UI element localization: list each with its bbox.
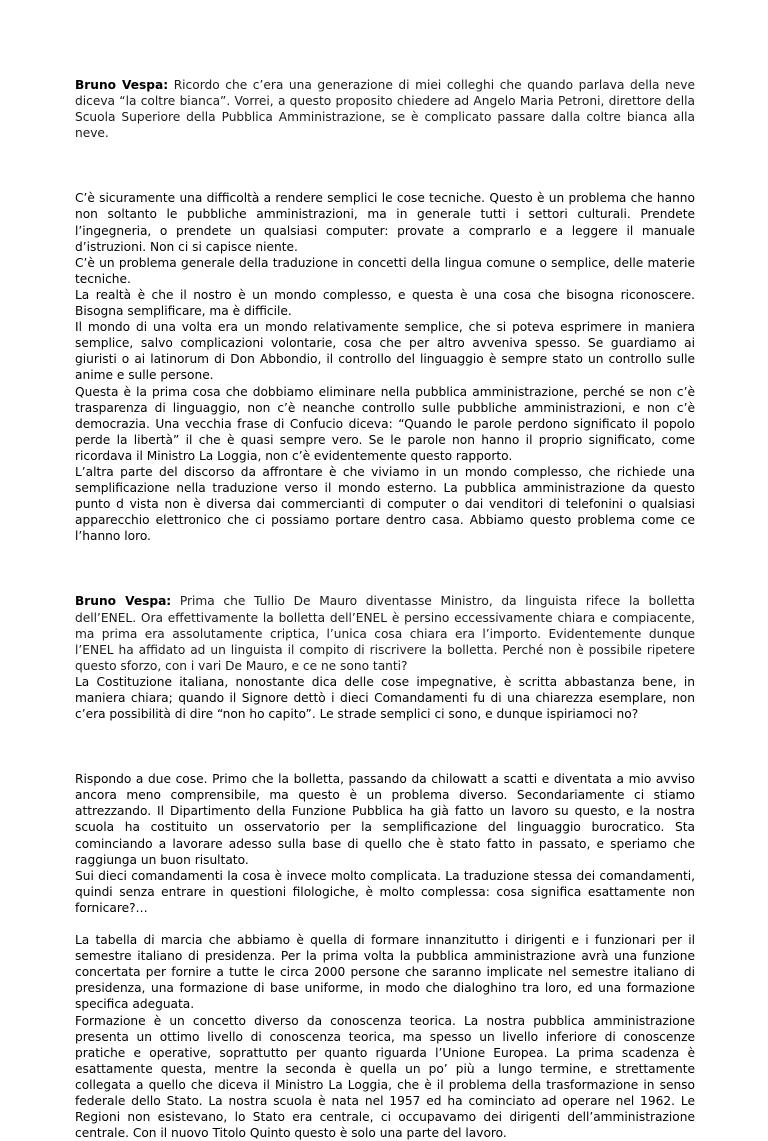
- paragraph-text: Ricordo che c’era una generazione di miei colleghi che quando parlava della neve diceva “la coltre bianca”. Vorrei, a questo proposito chiedere ad Angelo Maria Petroni, direttore della Scuola Superiore della Pubblica Amministrazione, se è complicato passare dalla coltre bianca alla neve.: [75, 78, 695, 140]
- answer-block: [75, 932, 695, 1141]
- paragraph: Rispondo a due cose. Primo che la bolletta, passando da chilowatt a scatti e diventata a mio avviso ancora meno comprensibile, ma questo è un problema diverso. Secondariamente ci stiamo attrezzando. Il Dipartimento della Funzione Pubblica ha già fatto un lavoro su questo, e la nostra scuola ha costituito un osservatorio per la semplificazione del linguaggio burocratico. Sta cominciando a lavorare adesso sulla base di quello che è stato fatto in passato, e speriamo che raggiunga un buon risultato.: [75, 771, 695, 868]
- paragraph-text: Prima che Tullio De Mauro diventasse Ministro, da linguista rifece la bolletta dell’ENEL. Ora effettivamente la bolletta dell’ENEL è persino eccessivamente chiara e compiacente, ma prima era assolutamente criptica, l’unica cosa chiara era l’importo. Evidentemente dunque l’ENEL ha affidato ad un linguista il compito di riscrivere la bolletta. Perché non è possibile ripetere questo sforzo, con i vari De Mauro, e ce ne sono tanti?: [75, 594, 695, 672]
- paragraph: La realtà è che il nostro è un mondo complesso, e questa è una cosa che bisogna riconoscere. Bisogna semplificare, ma è difficile.: [75, 287, 695, 319]
- document-page: [75, 77, 695, 1141]
- speaker-name: Bruno Vespa:: [75, 78, 168, 92]
- answer-block: [75, 190, 695, 544]
- paragraph: Questa è la prima cosa che dobbiamo eliminare nella pubblica amministrazione, perché se non c’è trasparenza di linguaggio, non c’è neanche controllo sulle pubbliche amministrazioni, e non c’è democrazia. Una vecchia frase di Confucio diceva: “Quando le parole perdono significato il popolo perde la libertà” il che è quasi sempre vero. Se le parole non hanno il proprio significato, come ricordava il Ministro La Loggia, non c’è evidentemente questo rapporto.: [75, 384, 695, 464]
- question-block: [75, 77, 695, 141]
- paragraph: L’altra parte del discorso da affrontare è che viviamo in un mondo complesso, che richiede una semplificazione nella traduzione verso il mondo esterno. La pubblica amministrazione da questo punto d vista non è diversa dai commercianti di computer o dai venditori di telefonini o qualsiasi apparecchio elettronico che ci possiamo portare dentro casa. Abbiamo questo problema come ce l’hanno loro.: [75, 464, 695, 544]
- paragraph: La tabella di marcia che abbiamo è quella di formare innanzitutto i dirigenti e i funzionari per il semestre italiano di presidenza. Per la prima volta la pubblica amministrazione avrà una funzione concertata per fornire a tutte le circa 2000 persone che saranno implicate nel semestre italiano di presidenza, una formazione di base uniforme, in modo che dialoghino tra loro, ed una formazione specifica adeguata.: [75, 932, 695, 1012]
- paragraph: La Costituzione italiana, nonostante dica delle cose impegnative, è scritta abbastanza bene, in maniera chiara; quando il Signore dettò i dieci Comandamenti fu di una chiarezza esemplare, non c’era possibilità di dire “non ho capito”. Le strade semplici ci sono, e dunque ispiriamoci no?: [75, 674, 695, 722]
- paragraph: Il mondo di una volta era un mondo relativamente semplice, che si poteva esprimere in maniera semplice, salvo complicazioni volontarie, cosa che per altro avveniva spesso. Se guardiamo ai giuristi o ai latinorum di Don Abbondio, il controllo del linguaggio è sempre stato un controllo sulle anime e sulle persone.: [75, 319, 695, 383]
- paragraph: [75, 77, 695, 141]
- question-block: [75, 593, 695, 722]
- speaker-name: Bruno Vespa:: [75, 594, 171, 608]
- paragraph: C’è un problema generale della traduzione in concetti della lingua comune o semplice, delle materie tecniche.: [75, 255, 695, 287]
- paragraph: [75, 593, 695, 673]
- paragraph: Formazione è un concetto diverso da conoscenza teorica. La nostra pubblica amministrazione presenta un ottimo livello di conoscenza teorica, ma spesso un livello inferiore di conoscenze pratiche e operative, soprattutto per quanto riguarda l’Unione Europea. La prima scadenza è esattamente questa, mentre la seconda è quella un po’ più a lungo termine, e strettamente collegata a quello che diceva il Ministro La Loggia, che è il problema della trasformazione in senso federale dello Stato. La nostra scuola è nata nel 1957 ed ha cominciato ad operare nel 1962. Le Regioni non esistevano, lo Stato era centrale, ci occupavamo dei dirigenti dell’amministrazione centrale. Con il nuovo Titolo Quinto questo è solo una parte del lavoro.: [75, 1013, 695, 1141]
- paragraph: C’è sicuramente una difficoltà a rendere semplici le cose tecniche. Questo è un problema che hanno non soltanto le pubbliche amministrazioni, ma in generale tutti i settori culturali. Prendete l’ingegneria, o prendete un qualsiasi computer: provate a comprarlo e a leggere il manuale d’istruzioni. Non ci si capisce niente.: [75, 190, 695, 254]
- paragraph: Sui dieci comandamenti la cosa è invece molto complicata. La traduzione stessa dei comandamenti, quindi senza entrare in questioni filologiche, è molto complessa: cosa significa esattamente non fornicare?…: [75, 868, 695, 916]
- answer-block: [75, 771, 695, 916]
